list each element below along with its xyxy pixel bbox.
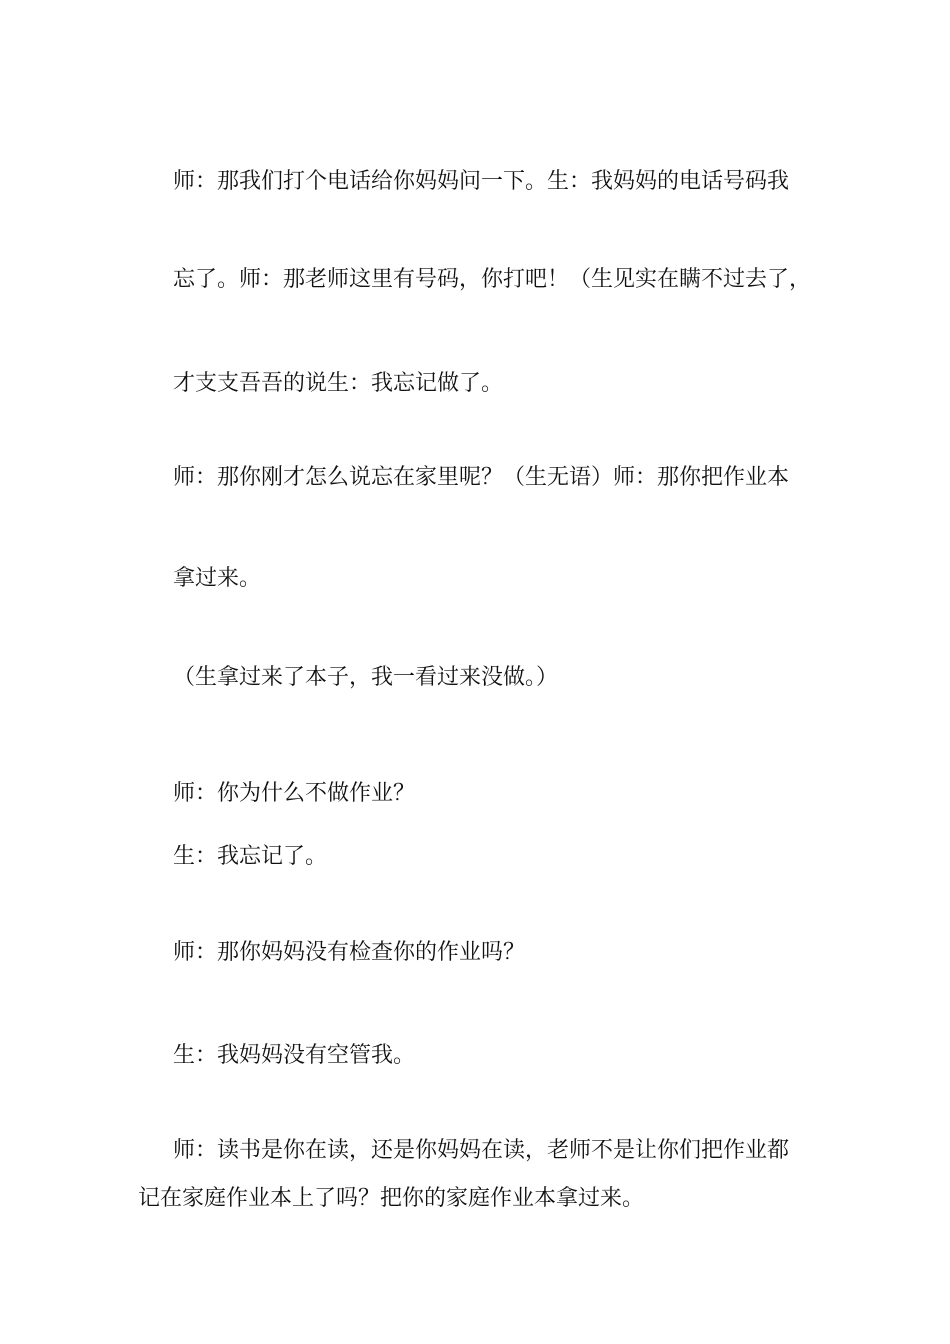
text-line-11: 师：读书是你在读，还是你妈妈在读，老师不是让你们把作业都	[173, 1138, 790, 1163]
text-line-7: 师：你为什么不做作业？	[173, 781, 416, 806]
text-line-8: 生：我忘记了。	[173, 844, 328, 869]
text-line-2: 忘了。师：那老师这里有号码，你打吧！（生见实在瞒不过去了，	[173, 267, 812, 292]
text-line-9: 师：那你妈妈没有检查你的作业吗？	[173, 940, 526, 965]
text-line-10: 生：我妈妈没有空管我。	[173, 1043, 416, 1068]
text-line-6: （生拿过来了本子，我一看过来没做。）	[173, 665, 559, 690]
text-line-1: 师：那我们打个电话给你妈妈问一下。生：我妈妈的电话号码我	[173, 169, 790, 194]
text-line-4: 师：那你刚才怎么说忘在家里呢？（生无语）师：那你把作业本	[173, 465, 790, 490]
text-line-3: 才支支吾吾的说生：我忘记做了。	[173, 371, 504, 396]
text-line-12: 记在家庭作业本上了吗？把你的家庭作业本拿过来。	[138, 1186, 645, 1211]
text-line-5: 拿过来。	[173, 566, 262, 591]
